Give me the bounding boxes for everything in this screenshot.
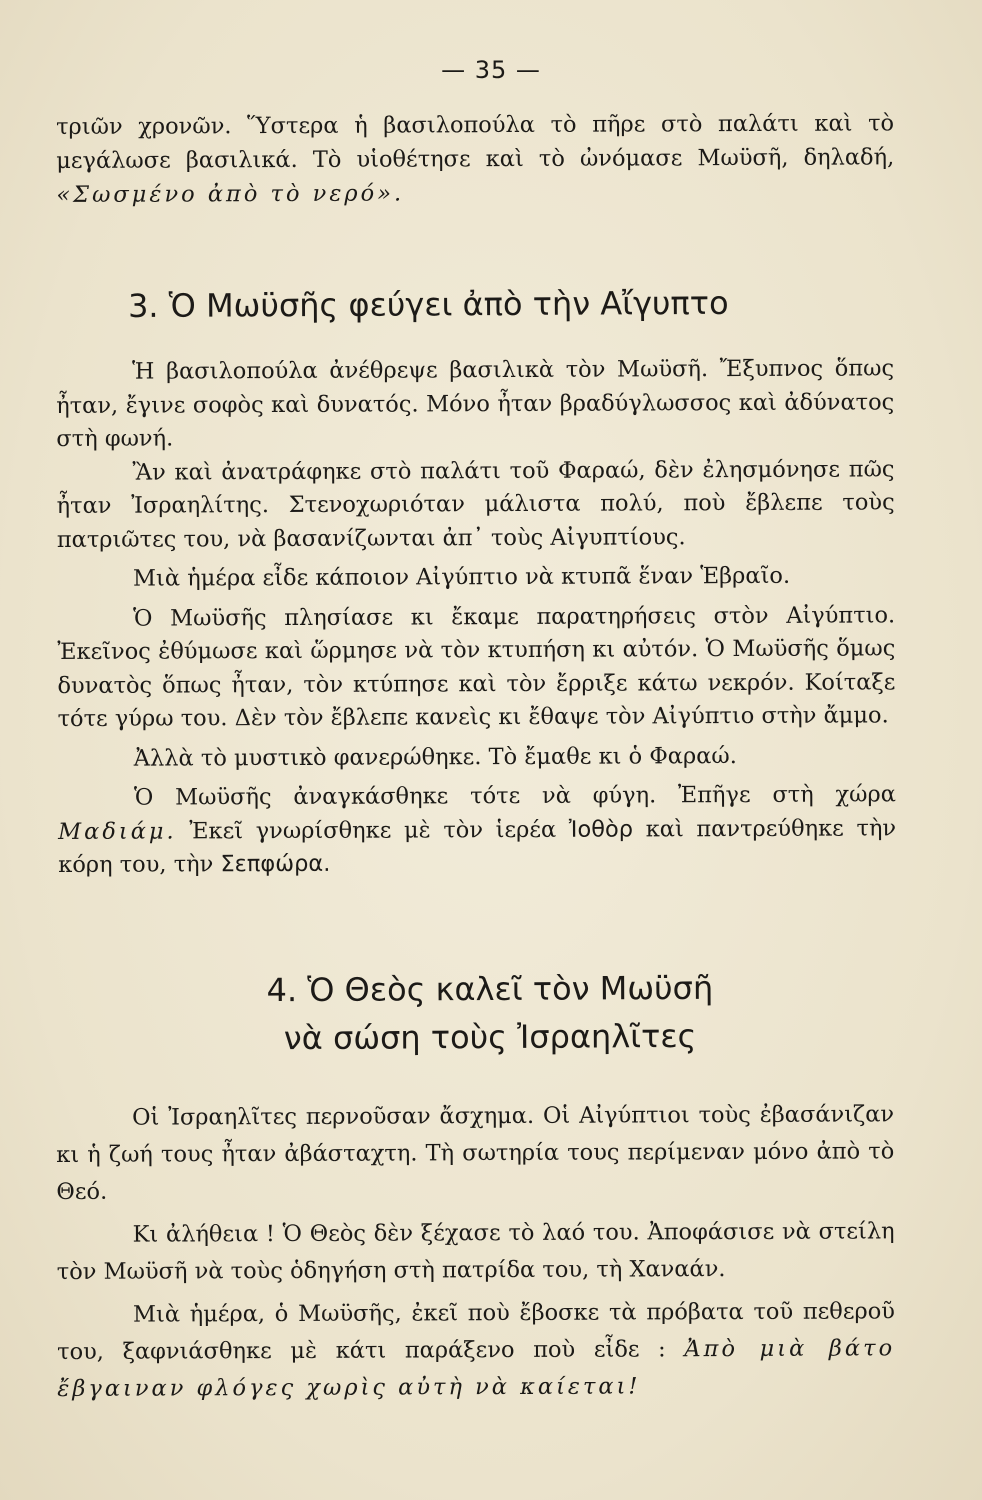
intro-emphasis: «Σωσμένο ἀπὸ τὸ νερό». bbox=[56, 180, 405, 208]
intro-text: τριῶν χρονῶν. Ὕστερα ἡ βασιλοπούλα τὸ πῆρε στὸ παλάτι καὶ τὸ μεγάλωσε βασιλικά. Τὸ υἱοθέτησε καὶ τὸ ὠνόμασε Μωϋσῆ, δηλαδή, bbox=[56, 110, 895, 174]
paragraph: Ἂν καὶ ἀνατράφηκε στὸ παλάτι τοῦ Φαραώ, δὲν ἐλησμόνησε πῶς ἦταν Ἰσραηλίτης. Στενοχωριόταν μάλιστα πολύ, ποὺ ἔβλεπε τοὺς πατριῶτες του, νὰ βασανίζωνται ἀπ᾽ τοὺς Αἰγυπτίους. bbox=[56, 455, 895, 553]
section-4-title bbox=[0, 962, 982, 1063]
paragraph: Μιὰ ἡμέρα εἶδε κάποιον Αἰγύπτιο νὰ κτυπᾶ ἕναν Ἑβραῖο. bbox=[132, 562, 791, 592]
paragraph: Ἀλλὰ τὸ μυστικὸ φανερώθηκε. Τὸ ἔμαθε κι ὁ Φαραώ. bbox=[133, 742, 737, 772]
section-3-body bbox=[56, 352, 896, 882]
paragraph-last bbox=[57, 1293, 895, 1408]
section-3-title: 3. Ὁ Μωϋσῆς φεύγει ἀπὸ τὴν Αἴγυπτο bbox=[127, 283, 729, 325]
wife-name: Σεπφώρα. bbox=[220, 850, 331, 878]
page-number: — 35 — bbox=[441, 56, 541, 84]
text-segment: Μιὰ ἡμέρα, ὁ Μωϋσῆς, ἐκεῖ ποὺ ἔβοσκε τὰ πρόβατα τοῦ πεθεροῦ του, ξαφνιάσθηκε μὲ κάτι παράξενο ποὺ εἶδε : bbox=[57, 1298, 895, 1365]
burning-bush-emphasis: Ἀπὸ μιὰ βάτο ἔβγαιναν φλόγες χωρὶς αὐτὴ νὰ καίεται! bbox=[57, 1335, 896, 1402]
section-4-body bbox=[56, 1096, 895, 1408]
text-segment: Ἐκεῖ γνωρίσθηκε μὲ τὸν ἱερέα bbox=[189, 816, 557, 844]
text-segment: Ὁ Μωϋσῆς ἀναγκάσθηκε τότε νὰ φύγη. Ἐπῆγε στὴ χώρα bbox=[133, 781, 896, 811]
paragraph: Κι ἀλήθεια ! Ὁ Θεὸς δὲν ξέχασε τὸ λαό του. Ἀποφάσισε νὰ στείλη τὸν Μωϋσῆ νὰ τοὺς ὁδηγήση στὴ πατρίδα του, τὴ Χαναάν. bbox=[56, 1218, 895, 1285]
section-4-title-line-1: 4. Ὁ Θεὸς καλεῖ τὸν Μωϋσῆ bbox=[266, 968, 714, 1010]
intro-paragraph bbox=[56, 106, 894, 212]
paragraph-last bbox=[58, 778, 896, 882]
text-segment: καὶ παντρεύθηκε τὴν κόρη του, τὴν bbox=[58, 814, 897, 878]
paragraph: Οἱ Ἰσραηλῖτες περνοῦσαν ἄσχημα. Οἱ Αἰγύπτιοι τοὺς ἐβασάνιζαν κι ἡ ζωή τους ἦταν ἀβάσταχτη. Τὴ σωτηρία τους περίμεναν μόνο ἀπὸ τὸ Θεό. bbox=[56, 1101, 895, 1205]
place-name: Μαδιάμ. bbox=[58, 817, 177, 845]
paragraph: Ὁ Μωϋσῆς πλησίασε κι ἔκαμε παρατηρήσεις στὸν Αἰγύπτιο. Ἐκεῖνος ἐθύμωσε καὶ ὥρμησε νὰ τὸν κτυπήση κι αὐτόν. Ὁ Μωϋσῆς ὅμως δυνατὸς ὅπως ἦταν, τὸν κτύπησε καὶ τὸν ἔρριξε κάτω νεκρόν. Κοίταξε τότε γύρω του. Δὲν τὸν ἔβλεπε κανεὶς κι ἔθαψε τὸν Αἰγύπτιο στὴν ἄμμο. bbox=[57, 601, 896, 732]
section-4-title-line-2: νὰ σώση τοὺς Ἰσραηλῖτες bbox=[283, 1016, 697, 1058]
paragraph: Ἡ βασιλοπούλα ἀνέθρεψε βασιλικὰ τὸν Μωϋσῆ. Ἔξυπνος ὅπως ἦταν, ἔγινε σοφὸς καὶ δυνατός. Μόνο ἦταν βραδύγλωσσος καὶ ἀδύνατος στὴ φωνή. bbox=[56, 355, 895, 452]
priest-name: Ἰοθὸρ bbox=[568, 815, 634, 843]
